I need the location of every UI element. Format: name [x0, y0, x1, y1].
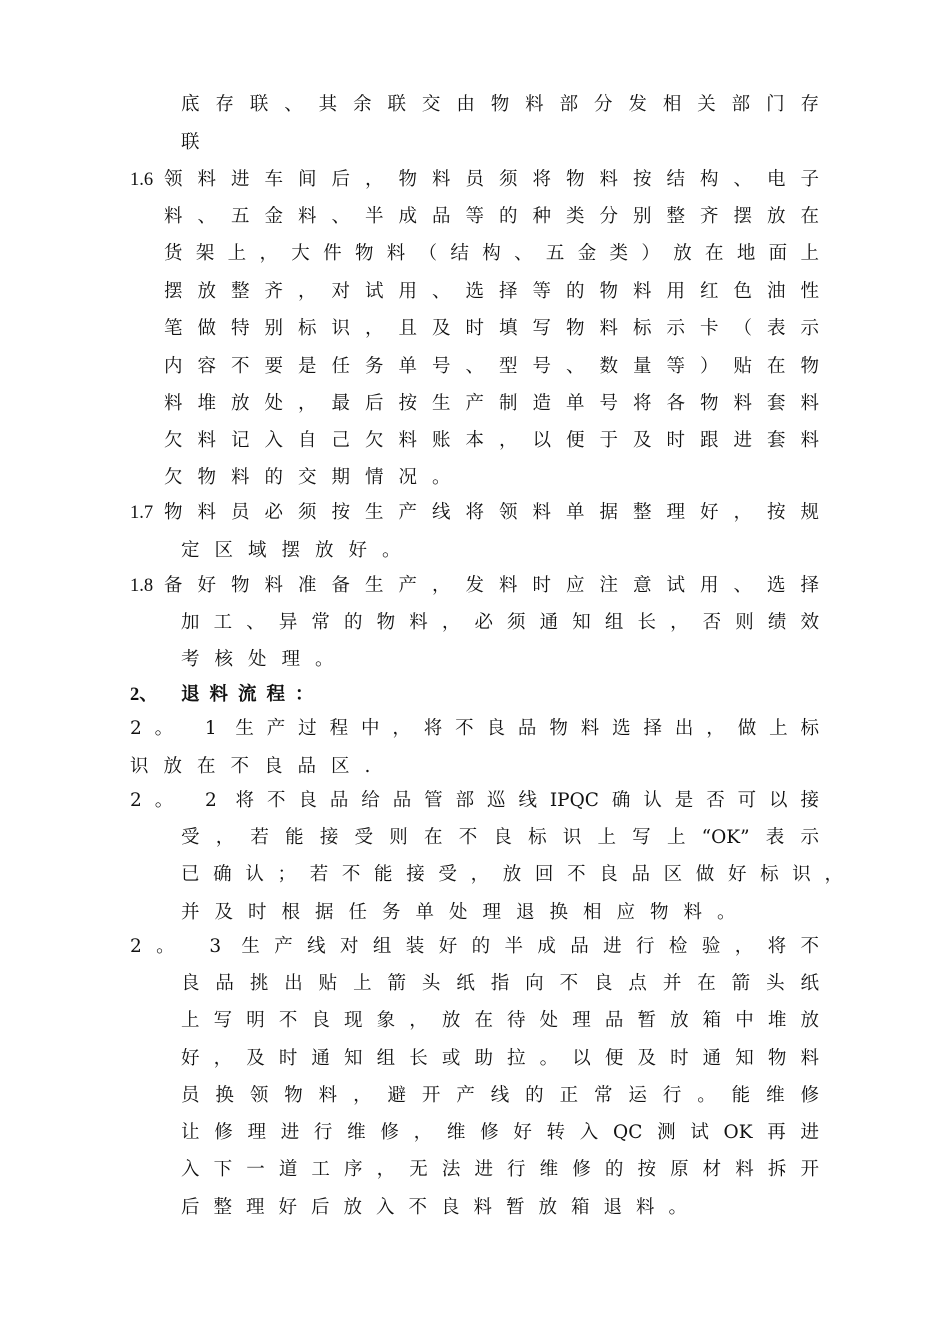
- text-line: 良品挑出贴上箭头纸指向不良点并在箭头纸: [181, 973, 819, 994]
- text-line: 定区域摆放好。: [181, 540, 416, 561]
- text-line: 考核处理。: [181, 649, 349, 670]
- text-line: 员换领物料，避开产线的正常运行。能维修: [181, 1085, 819, 1106]
- section-number: 2、: [130, 685, 158, 705]
- text-line: 货架上，大件物料（结构、五金类）放在地面上: [164, 243, 819, 264]
- text-line: 物料员必须按生产线将领料单据整理好，按规: [164, 502, 819, 523]
- text-line: 底存联、其余联交由物料部分发相关部门存: [181, 94, 819, 115]
- text-line: 欠料记入自己欠料账本，以便于及时跟进套料: [164, 430, 819, 451]
- text-line: 摆放整齐，对试用、选择等的物料用红色油性: [164, 281, 819, 302]
- section-number: 1.6: [130, 170, 154, 190]
- text-line: 2。 1 生产过程中，将不良品物料选择出，做上标: [130, 718, 819, 739]
- section-heading: 退料流程：: [181, 684, 324, 705]
- text-line: 让修理进行维修，维修好转入QC测试OK再进: [181, 1122, 819, 1143]
- section-number: 1.8: [130, 576, 154, 596]
- text-line: 上写明不良现象，放在待处理品暂放箱中堆放: [181, 1010, 819, 1031]
- text-line: 加工、异常的物料，必须通知组长，否则绩效: [181, 612, 819, 633]
- text-line: 联: [181, 132, 200, 153]
- text-line: 领料进车间后，物料员须将物料按结构、电子: [164, 169, 819, 190]
- text-line: 2。 3 生产线对组装好的半成品进行检验，将不: [130, 936, 819, 957]
- text-line: 2。 2 将不良品给品管部巡线IPQC确认是否可以接: [130, 790, 819, 811]
- text-line: 欠物料的交期情况。: [164, 467, 466, 488]
- text-line: 内容不要是任务单号、型号、数量等）贴在物: [164, 356, 819, 377]
- section-number: 1.7: [130, 503, 154, 523]
- text-line: 已确认；若不能接受，放回不良品区做好标识，: [181, 864, 843, 885]
- text-line: 后整理好后放入不良料暂放箱退料。: [181, 1197, 702, 1218]
- text-line: 受，若能接受则在不良标识上写上“OK”表示: [181, 827, 819, 848]
- text-line: 料堆放处，最后按生产制造单号将各物料套料: [164, 393, 819, 414]
- text-line: 料、五金料、半成品等的种类分别整齐摆放在: [164, 206, 819, 227]
- text-line: 备好物料准备生产，发料时应注意试用、选择: [164, 575, 819, 596]
- text-line: 并及时根据任务单处理退换相应物料。: [181, 902, 751, 923]
- text-line: 好，及时通知组长或助拉。以便及时通知物料: [181, 1048, 819, 1069]
- text-line: 入下一道工序，无法进行维修的按原材料拆开: [181, 1159, 819, 1180]
- text-line: 识放在不良品区.: [130, 756, 386, 777]
- text-line: 笔做特别标识，且及时填写物料标示卡（表示: [164, 318, 819, 339]
